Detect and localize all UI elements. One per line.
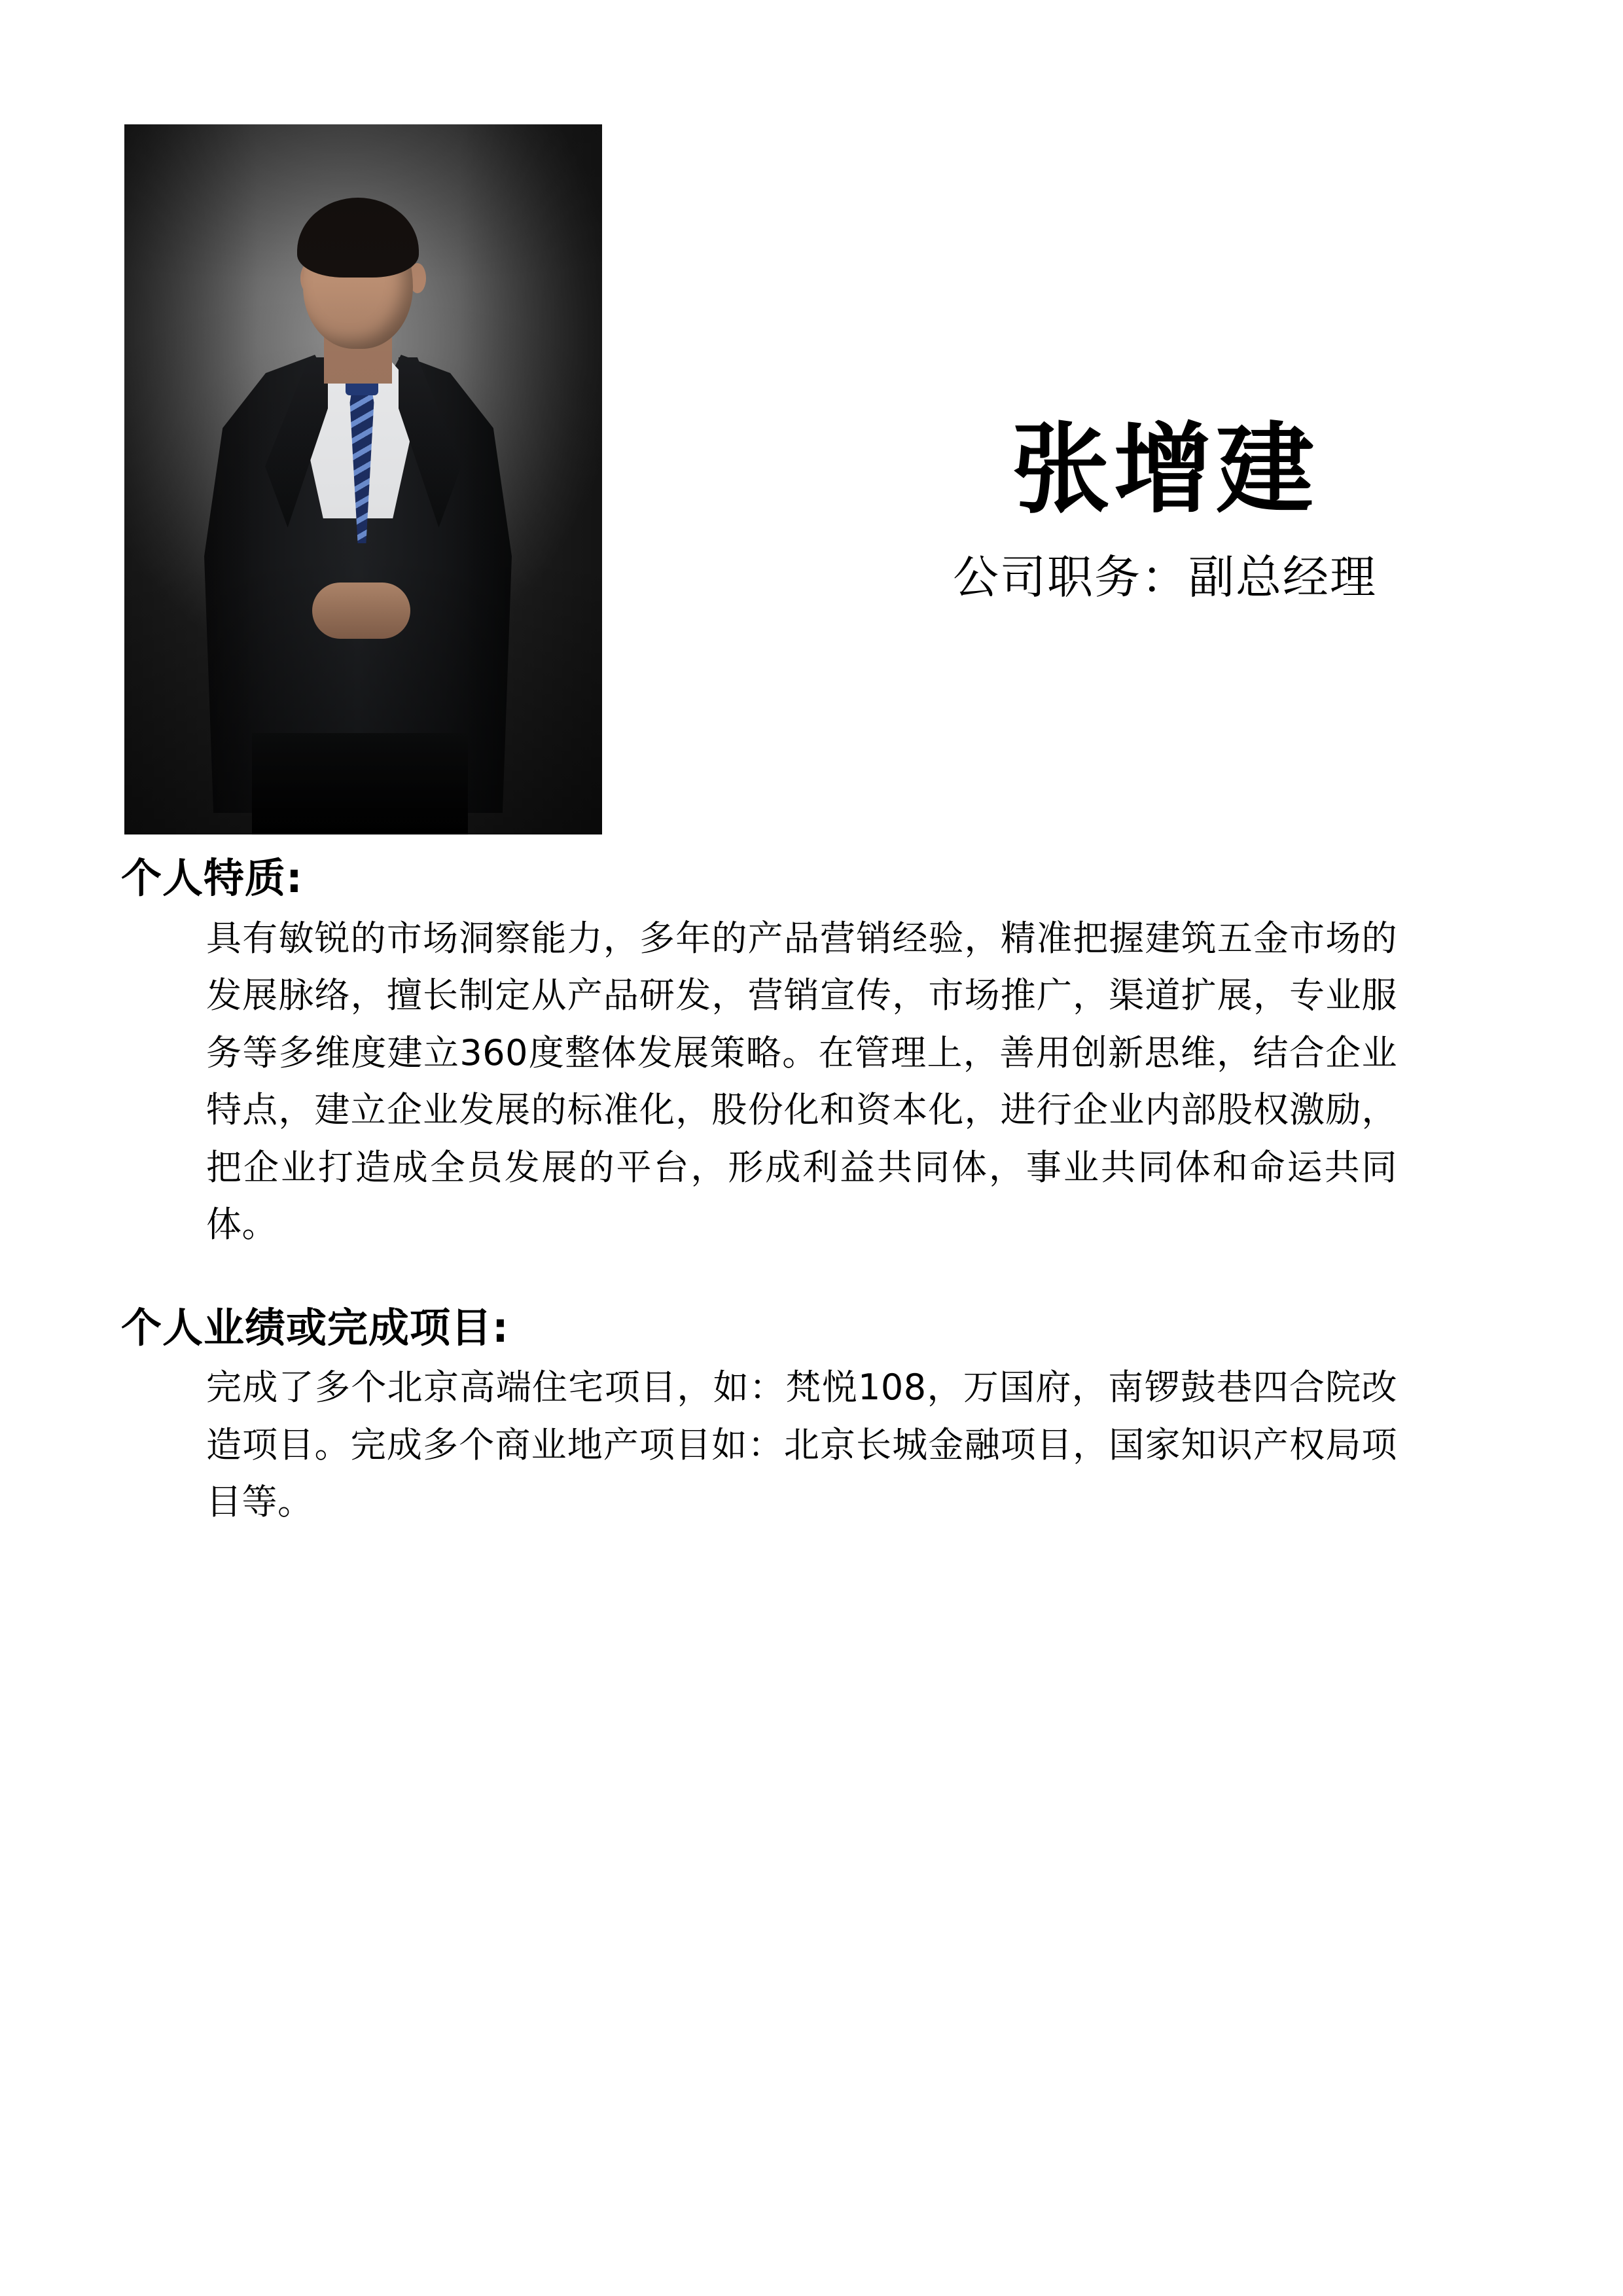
portrait-photo <box>124 124 602 834</box>
section-achievements <box>0 1300 1623 1531</box>
section-heading-achievements: 个人业绩或完成项目: <box>121 1303 509 1352</box>
section-spacer <box>0 1270 1623 1300</box>
section-body-achievements <box>0 1359 1623 1530</box>
paragraph: 具有敏锐的市场洞察能力，多年的产品营销经验，精准把握建筑五金市场的发展脉络，擅长制定从产品研发，营销宣传，市场推广，渠道扩展，专业服务等多维度建立360度整体发展策略。在管理上，善用创新思维，结合企业特点，建立企业发展的标准化，股份化和资本化，进行企业内部股权激励，把企业打造成全员发展的平台，形成利益共同体，事业共同体和命运共同体。 <box>206 917 1397 1246</box>
portrait-vignette <box>124 124 602 834</box>
section-personal-traits <box>0 851 1623 1253</box>
paragraph: 完成了多个北京高端住宅项目，如：梵悦108，万国府，南锣鼓巷四合院改造项目。完成多个商业地产项目如：北京长城金融项目，国家知识产权局项目等。 <box>206 1367 1397 1523</box>
profile-header <box>0 0 1623 844</box>
profile-content <box>0 851 1623 1548</box>
section-body-personal-traits <box>0 910 1623 1253</box>
section-heading-personal-traits: 个人特质: <box>121 854 303 902</box>
person-job-title: 公司职务：副总经理 <box>953 550 1377 604</box>
person-name: 张增建 <box>1011 413 1318 527</box>
name-block <box>772 413 1558 605</box>
